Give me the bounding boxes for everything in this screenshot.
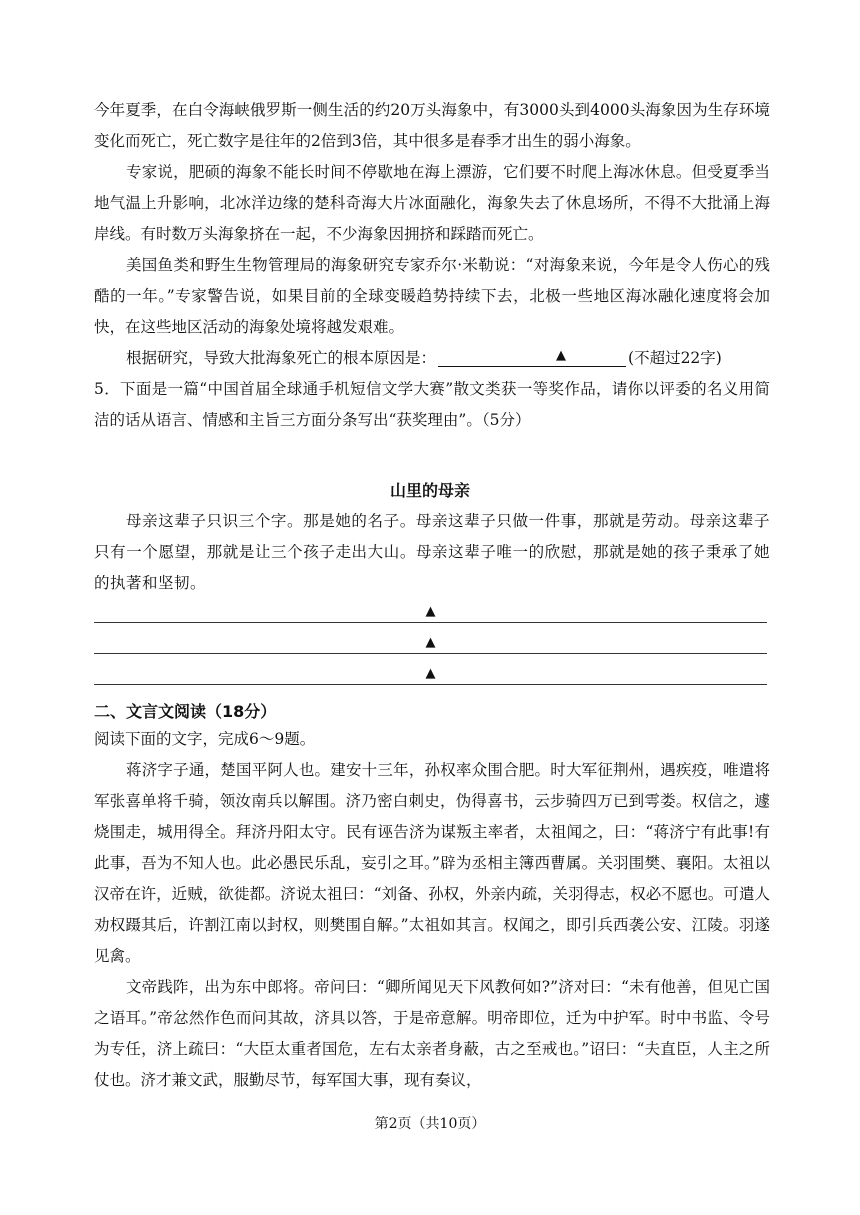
classical-paragraph-1: 蒋济字子通，楚国平阿人也。建安十三年，孙权率众围合肥。时大军征荆州，遇疾疫，唯遣将军张喜单将千骑，领汝南兵以解围。济乃密白刺史，伪得喜书，云步骑四万已到雩娄。权信之，遽烧围走，城用得全。拜济丹阳太守。民有诬告济为谋叛主率者，太祖闻之，曰：“蒋济宁有此事!有此事，吾为不知人也。此必愚民乐乱，妄引之耳。”辟为丞相主簿西曹属。关羽围樊、襄阳。太祖以汉帝在许，近贼，欲徙都。济说太祖曰：“刘备、孙权，外亲内疏，关羽得志，权必不愿也。可遣人劝权蹑其后，许割江南以封权，则樊围自解。”太祖如其言。权闻之，即引兵西袭公安、江陵。羽遂见禽。 bbox=[94, 761, 770, 965]
walrus-paragraph-2: 专家说，肥硕的海象不能长时间不停歇地在海上漂游，它们要不时爬上海冰休息。但受夏季当地气温上升影响，北冰洋边缘的楚科奇海大片冰面融化，海象失去了休息场所，不得不大批涌上海岸线。有时数万头海象挤在一起，不少海象因拥挤和踩踏而死亡。 bbox=[94, 163, 770, 243]
answer-marker-icon: ▲ bbox=[425, 604, 436, 619]
essay-body: 母亲这辈子只识三个字。那是她的名子。母亲这辈子只做一件事，那就是劳动。母亲这辈子只有一个愿望，那就是让三个孩子走出大山。母亲这辈子唯一的欣慰，那就是她的孩子秉承了她的执著和坚韧。 bbox=[94, 512, 770, 592]
answer-marker-icon: ▲ bbox=[425, 635, 436, 650]
answer-line-1[interactable] bbox=[94, 591, 767, 623]
question-4-line bbox=[94, 343, 770, 374]
answer-blank[interactable] bbox=[438, 346, 626, 367]
answer-line-2[interactable] bbox=[94, 622, 767, 654]
answer-line-3[interactable] bbox=[94, 653, 767, 685]
essay-body-block bbox=[94, 506, 770, 599]
page-number: 第2页（共10页） bbox=[374, 1116, 486, 1132]
question-5-prompt: 5．下面是一篇“中国首届全球通手机短信文学大赛”散文类获一等奖作品，请你以评委的名义用简洁的话从语言、情感和主旨三方面分条写出“获奖理由”。（5分） bbox=[94, 380, 770, 429]
answer-marker-icon: ▲ bbox=[556, 348, 567, 363]
section-2-instruction: 阅读下面的文字，完成6～9题。 bbox=[94, 730, 316, 748]
section-2-heading: 二、文言文阅读（18分） bbox=[94, 702, 277, 721]
essay-title: 山里的母亲 bbox=[389, 481, 470, 500]
classical-passage bbox=[94, 724, 770, 1096]
classical-paragraph-2: 文帝践阼，出为东中郎将。帝问曰：“卿所闻见天下风教何如?”济对曰：“未有他善，但见亡国之语耳。”帝忿然作色而问其故，济具以答，于是帝意解。明帝即位，迁为中护军。时中书监、令号为专任，济上疏曰：“大臣太重者国危，左右太亲者身蔽，古之至戒也。”诏曰：“夫直臣，人主之所仗也。济才兼文武，服勤尽节，每军国大事，现有奏议， bbox=[94, 978, 770, 1089]
question-4-suffix: (不超过22字) bbox=[628, 349, 722, 367]
question-4-prefix: 根据研究，导致大批海象死亡的根本原因是： bbox=[126, 349, 437, 367]
walrus-passage bbox=[94, 95, 770, 436]
answer-marker-icon: ▲ bbox=[425, 666, 436, 681]
walrus-paragraph-1: 今年夏季，在白令海峡俄罗斯一侧生活的约20万头海象中，有3000头到4000头海象因为生存环境变化而死亡，死亡数字是往年的2倍到3倍，其中很多是春季才出生的弱小海象。 bbox=[94, 101, 770, 150]
walrus-paragraph-3: 美国鱼类和野生生物管理局的海象研究专家乔尔·米勒说：“对海象来说，今年是令人伤心的残酷的一年。”专家警告说，如果目前的全球变暖趋势持续下去，北极一些地区海冰融化速度将会加快，在这些地区活动的海象处境将越发艰难。 bbox=[94, 256, 770, 336]
